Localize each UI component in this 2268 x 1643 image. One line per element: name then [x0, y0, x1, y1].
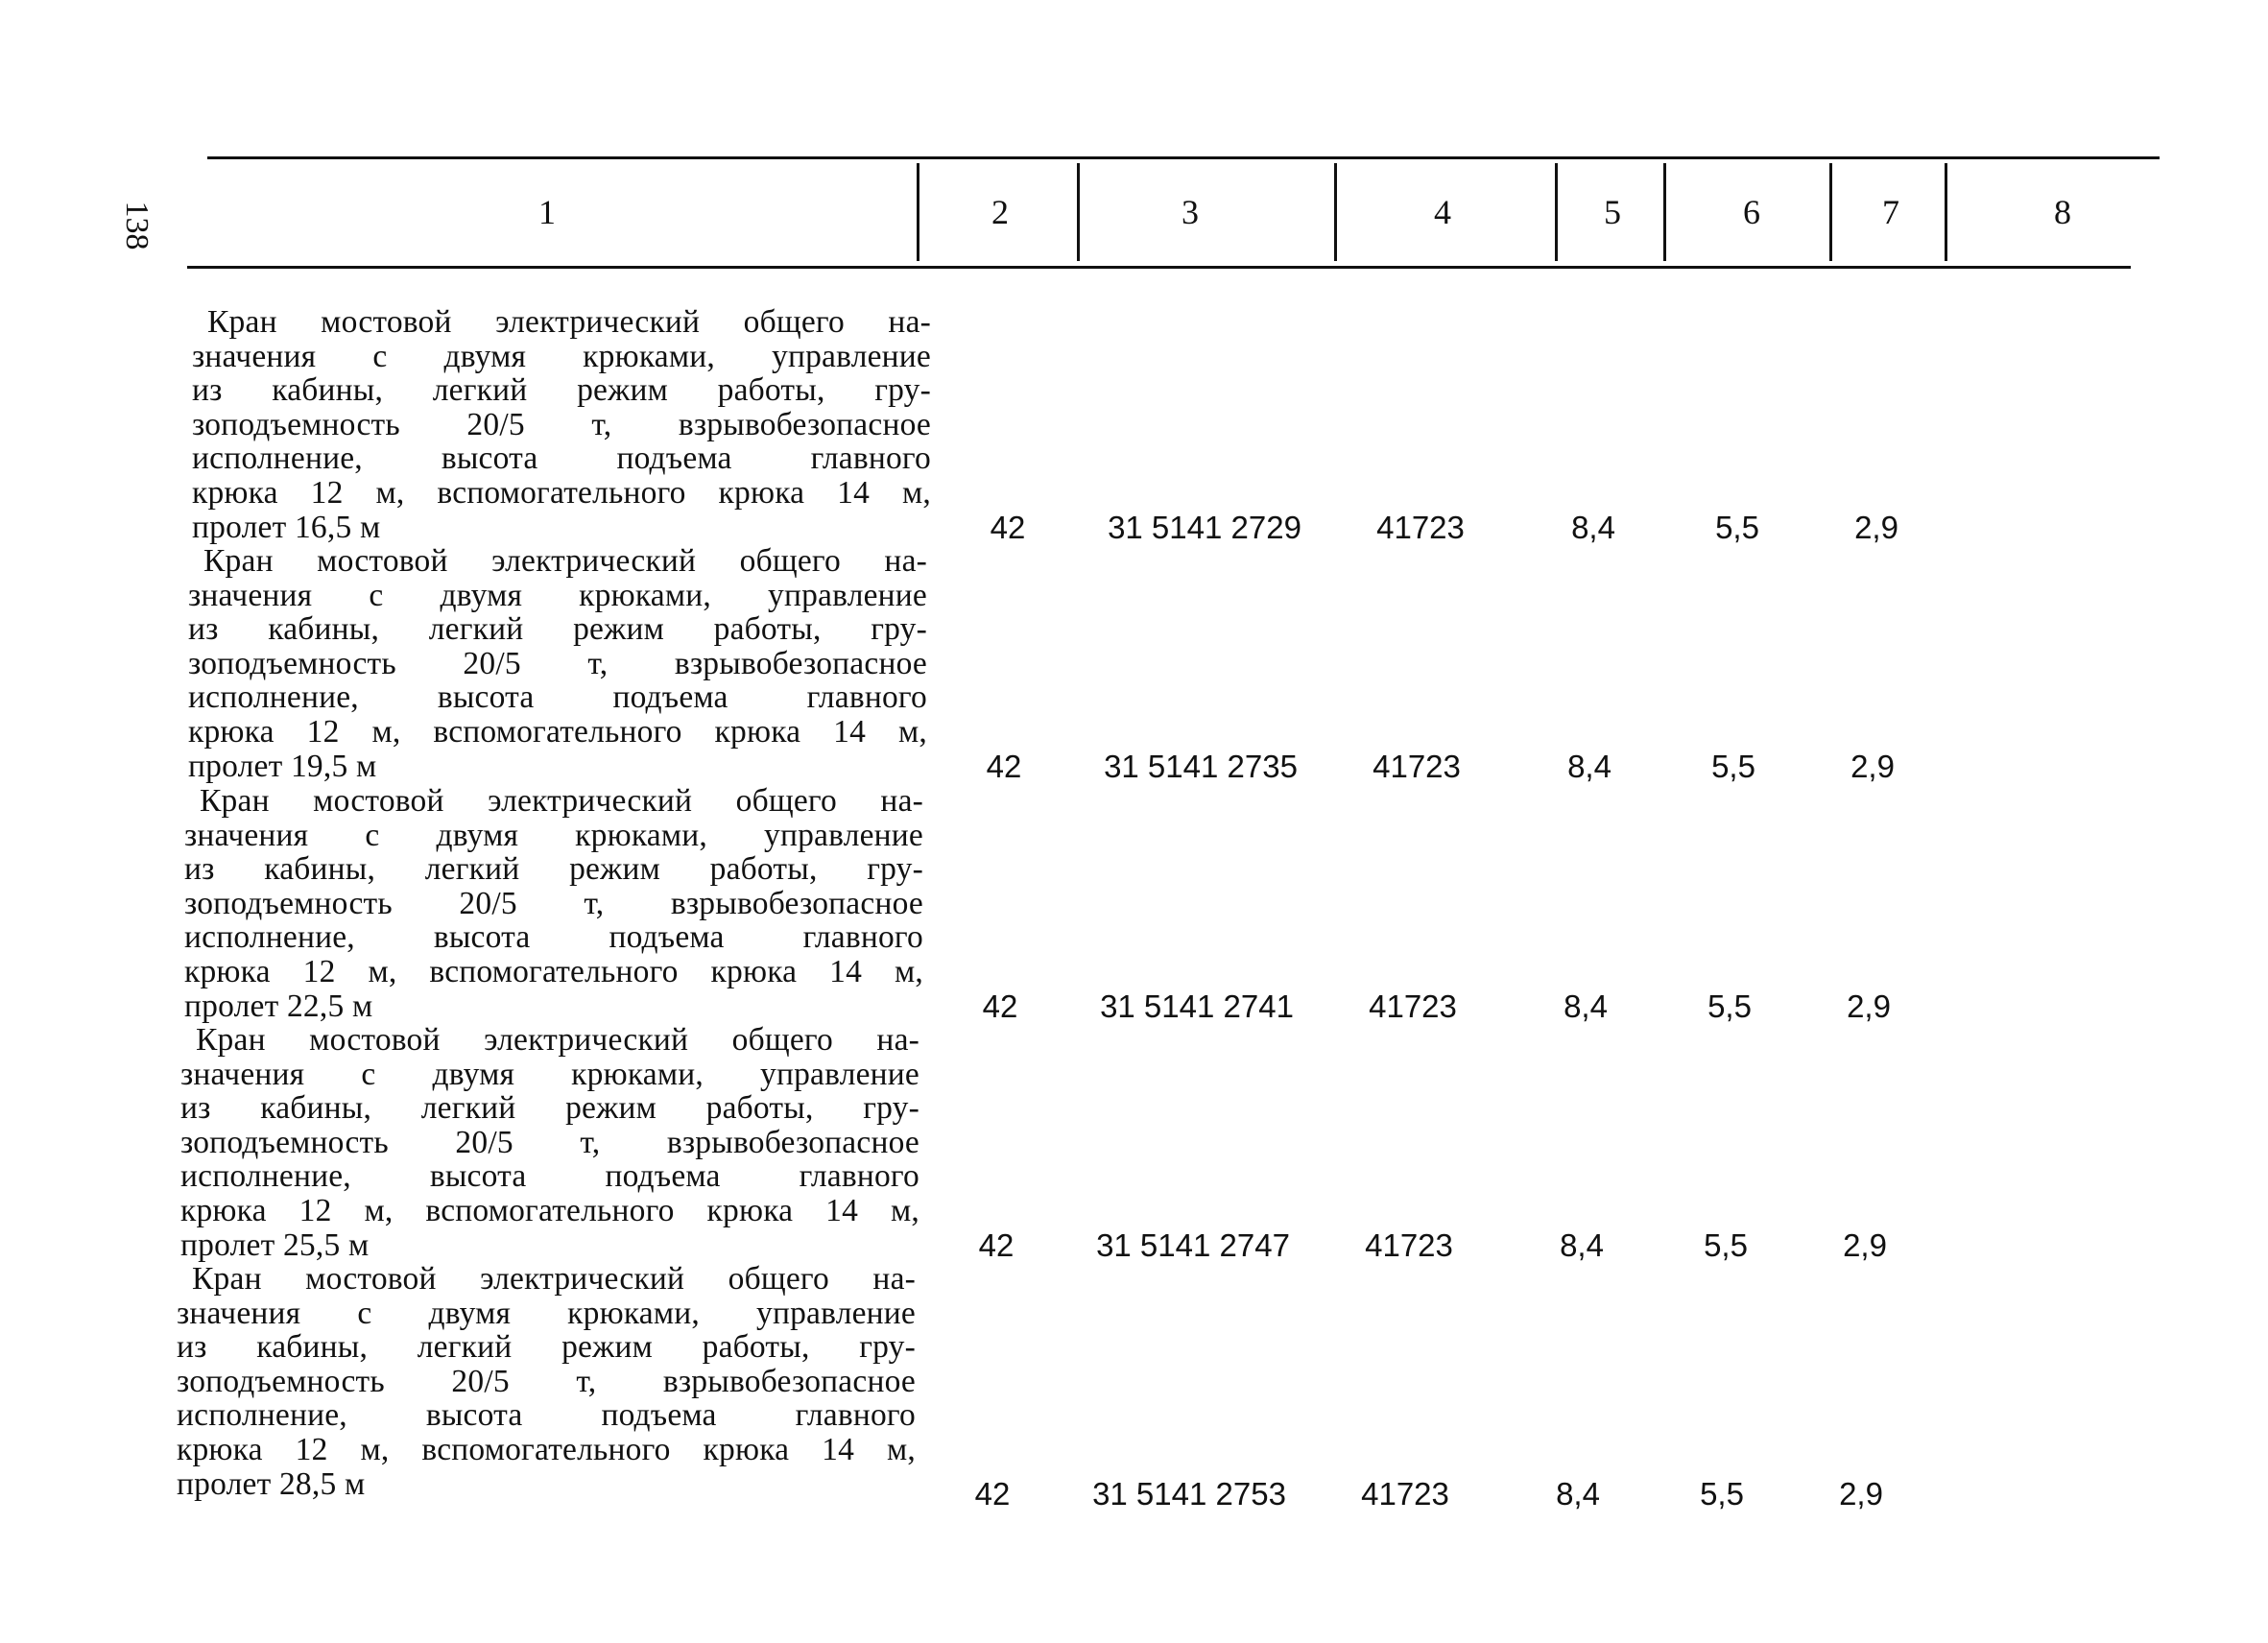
description-line: Кран мостовой электрический общего на- [192, 1261, 916, 1297]
description-line: пролет 19,5 м [188, 748, 377, 784]
cell-col-3: 31 5141 2747 [1096, 1226, 1290, 1263]
description-line: зоподъемность 20/5 т, взрывобезопасное [184, 885, 923, 921]
cell-col-6: 5,5 [1715, 509, 1759, 545]
column-divider-1-2 [917, 163, 919, 261]
column-divider-2-3 [1077, 163, 1080, 261]
description-line: пролет 25,5 м [180, 1226, 370, 1263]
description-line: крюка 12 м, вспомогательного крюка 14 м, [192, 474, 931, 511]
column-divider-5-6 [1663, 163, 1666, 261]
cell-col-5: 8,4 [1564, 988, 1608, 1024]
cell-col-7: 2,9 [1850, 748, 1895, 784]
cell-col-6: 5,5 [1704, 1226, 1748, 1263]
column-header-3: 3 [1182, 193, 1199, 231]
column-divider-4-5 [1555, 163, 1558, 261]
cell-col-2: 42 [990, 509, 1026, 545]
cell-col-6: 5,5 [1707, 988, 1752, 1024]
cell-col-5: 8,4 [1567, 748, 1611, 784]
cell-col-3: 31 5141 2741 [1100, 988, 1294, 1024]
description-line: исполнение, высота подъема главного [180, 1158, 919, 1195]
cell-col-6: 5,5 [1700, 1475, 1744, 1512]
description-line: исполнение, высота подъема главного [188, 679, 927, 716]
description-line: Кран мостовой электрический общего на- [200, 783, 923, 819]
row-description [184, 784, 923, 1023]
cell-col-5: 8,4 [1560, 1226, 1604, 1263]
description-line: исполнение, высота подъема главного [177, 1397, 916, 1434]
description-line: из кабины, легкий режим работы, гру- [184, 851, 923, 888]
column-header-6: 6 [1743, 193, 1760, 231]
description-line: крюка 12 м, вспомогательного крюка 14 м, [184, 953, 923, 989]
row-description [180, 1023, 919, 1262]
cell-col-4: 41723 [1369, 988, 1457, 1024]
description-line: Кран мостовой электрический общего на- [196, 1022, 919, 1058]
cell-col-2: 42 [986, 748, 1022, 784]
description-line: исполнение, высота подъема главного [192, 441, 931, 477]
description-line: зоподъемность 20/5 т, взрывобезопасное [180, 1124, 919, 1160]
cell-col-5: 8,4 [1571, 509, 1615, 545]
description-line: из кабины, легкий режим работы, гру- [192, 372, 931, 409]
column-divider-6-7 [1829, 163, 1832, 261]
table-top-rule [207, 156, 2160, 159]
description-line: крюка 12 м, вспомогательного крюка 14 м, [177, 1431, 916, 1467]
description-line: зоподъемность 20/5 т, взрывобезопасное [192, 406, 931, 442]
cell-col-3: 31 5141 2729 [1108, 509, 1301, 545]
description-line: пролет 22,5 м [184, 988, 373, 1024]
column-header-4: 4 [1434, 193, 1451, 231]
description-line: значения с двумя крюками, управление [192, 338, 931, 374]
cell-col-2: 42 [978, 1226, 1015, 1263]
description-line: зоподъемность 20/5 т, взрывобезопасное [177, 1363, 916, 1399]
cell-col-2: 42 [982, 988, 1018, 1024]
column-header-1: 1 [538, 193, 556, 231]
cell-col-5: 8,4 [1556, 1475, 1600, 1512]
description-line: значения с двумя крюками, управление [188, 577, 927, 613]
description-line: значения с двумя крюками, управление [180, 1056, 919, 1092]
cell-col-4: 41723 [1373, 748, 1461, 784]
cell-col-2: 42 [974, 1475, 1011, 1512]
column-header-2: 2 [991, 193, 1009, 231]
description-line: пролет 16,5 м [192, 509, 381, 545]
cell-col-4: 41723 [1361, 1475, 1449, 1512]
cell-col-7: 2,9 [1847, 988, 1891, 1024]
table-header-bottom-rule [187, 266, 2131, 269]
column-header-5: 5 [1604, 193, 1621, 231]
description-line: пролет 28,5 м [177, 1465, 366, 1502]
description-line: исполнение, высота подъема главного [184, 919, 923, 956]
description-line: крюка 12 м, вспомогательного крюка 14 м, [188, 713, 927, 750]
row-description [177, 1262, 916, 1501]
column-header-7: 7 [1882, 193, 1899, 231]
cell-col-4: 41723 [1365, 1226, 1453, 1263]
row-description [192, 305, 931, 544]
cell-col-6: 5,5 [1711, 748, 1755, 784]
description-line: значения с двумя крюками, управление [177, 1295, 916, 1331]
description-line: из кабины, легкий режим работы, гру- [180, 1090, 919, 1127]
description-line: зоподъемность 20/5 т, взрывобезопасное [188, 645, 927, 681]
description-line: из кабины, легкий режим работы, гру- [177, 1329, 916, 1366]
column-divider-7-8 [1945, 163, 1947, 261]
row-description [188, 544, 927, 783]
description-line: значения с двумя крюками, управление [184, 817, 923, 853]
column-divider-3-4 [1334, 163, 1337, 261]
cell-col-7: 2,9 [1854, 509, 1898, 545]
cell-col-7: 2,9 [1839, 1475, 1883, 1512]
cell-col-4: 41723 [1376, 509, 1465, 545]
cell-col-3: 31 5141 2753 [1092, 1475, 1286, 1512]
cell-col-3: 31 5141 2735 [1104, 748, 1298, 784]
page-number: 138 [119, 201, 155, 250]
cell-col-7: 2,9 [1843, 1226, 1887, 1263]
description-line: Кран мостовой электрический общего на- [207, 304, 931, 340]
description-line: крюка 12 м, вспомогательного крюка 14 м, [180, 1192, 919, 1228]
column-header-8: 8 [2054, 193, 2071, 231]
description-line: из кабины, легкий режим работы, гру- [188, 611, 927, 648]
description-line: Кран мостовой электрический общего на- [203, 543, 927, 579]
